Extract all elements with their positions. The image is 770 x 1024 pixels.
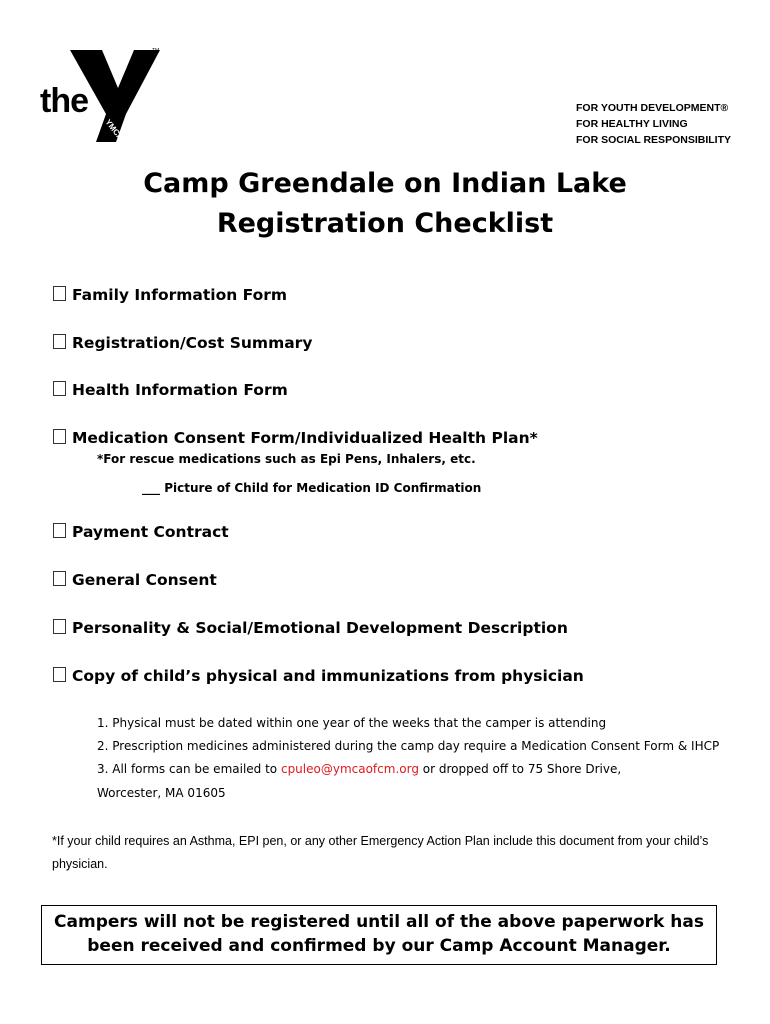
- checklist-label: Copy of child’s physical and immunizations from physician: [72, 667, 584, 685]
- title-line-2: Registration Checklist: [216, 208, 554, 239]
- checklist-label: General Consent: [72, 571, 217, 589]
- page-title: [0, 164, 770, 244]
- checkbox[interactable]: [53, 523, 66, 538]
- checklist-label: Personality & Social/Emotional Development Description: [72, 619, 568, 637]
- checklist-label: Medication Consent Form/Individualized Health Plan*: [72, 429, 538, 447]
- tagline-line: FOR SOCIAL RESPONSIBILITY: [576, 134, 731, 146]
- note-3-suffix: or dropped off to 75 Shore Drive,: [422, 762, 622, 776]
- ymca-logo-icon: [60, 44, 170, 144]
- checklist-label: Health Information Form: [72, 381, 288, 399]
- picture-blank[interactable]: ___: [142, 481, 160, 495]
- checkbox[interactable]: [53, 429, 66, 444]
- tagline-line: FOR HEALTHY LIVING: [576, 118, 688, 130]
- checklist-label: Registration/Cost Summary: [72, 334, 313, 352]
- picture-label: Picture of Child for Medication ID Confirmation: [164, 481, 482, 495]
- note-3-prefix: 3. All forms can be emailed to: [97, 762, 278, 776]
- checklist-item[interactable]: [53, 667, 584, 685]
- checkbox[interactable]: [53, 334, 66, 349]
- asthma-note: *If your child requires an Asthma, EPI pen, or any other Emergency Action Plan include this document from your child’s physician.: [52, 834, 709, 871]
- email-link[interactable]: cpuleo@ymcaofcm.org: [280, 762, 419, 776]
- checkbox[interactable]: [53, 619, 66, 634]
- checklist-item[interactable]: [53, 334, 312, 352]
- logo-word: the: [40, 82, 88, 120]
- medication-note: *For rescue medications such as Epi Pens, Inhalers, etc.: [97, 452, 476, 466]
- checklist-item[interactable]: [53, 571, 217, 589]
- final-notice-line-1: Campers will not be registered until all of the above paperwork has: [54, 912, 704, 932]
- checklist-label: Family Information Form: [72, 286, 288, 304]
- final-notice-box: [41, 905, 717, 965]
- checkbox[interactable]: [53, 571, 66, 586]
- checklist-item[interactable]: [53, 286, 287, 304]
- checklist-item[interactable]: [53, 429, 538, 447]
- picture-line: [142, 481, 481, 495]
- checkbox[interactable]: [53, 667, 66, 682]
- tagline-line: FOR YOUTH DEVELOPMENT®: [576, 102, 729, 114]
- checklist-item[interactable]: [53, 381, 288, 399]
- checkbox[interactable]: [53, 381, 66, 396]
- note-3-address: Worcester, MA 01605: [97, 786, 226, 800]
- checklist-item[interactable]: [53, 523, 229, 541]
- logo-tm: TM: [152, 48, 160, 54]
- note-1: 1. Physical must be dated within one year of the weeks that the camper is attending: [97, 716, 607, 730]
- title-line-1: Camp Greendale on Indian Lake: [143, 168, 627, 199]
- checkbox[interactable]: [53, 286, 66, 301]
- tagline: [576, 100, 731, 148]
- note-3: [97, 762, 621, 776]
- note-2: 2. Prescription medicines administered during the camp day require a Medication Consent Form & IHCP: [97, 739, 720, 753]
- logo-ymca-text: YMCA: [103, 117, 126, 142]
- checklist-item[interactable]: [53, 619, 568, 637]
- final-notice-line-2: been received and confirmed by our Camp Account Manager.: [87, 936, 671, 956]
- checklist-label: Payment Contract: [72, 523, 229, 541]
